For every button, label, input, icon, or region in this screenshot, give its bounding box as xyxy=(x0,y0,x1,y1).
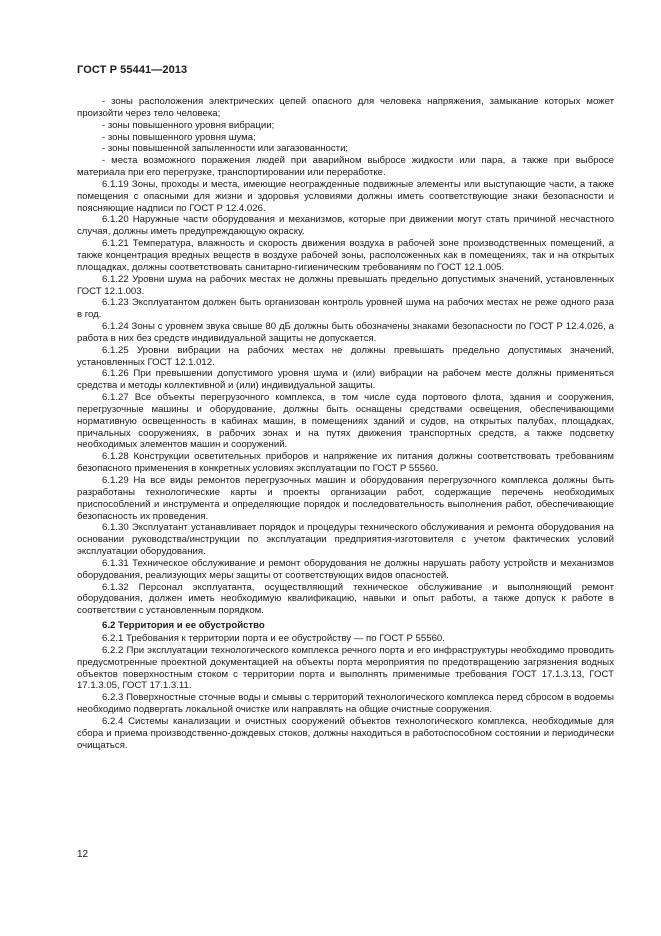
paragraph: 6.1.22 Уровни шума на рабочих местах не должны превышать предельно допустимых значений, установленных ГОСТ 12.1.003. xyxy=(77,273,614,297)
paragraph: 6.1.20 Наружные части оборудования и механизмов, которые при движении могут стать причиной несчастного случая, должны иметь предупреждающую окраску. xyxy=(77,214,614,238)
paragraph: 6.1.19 Зоны, проходы и места, имеющие неогражденные подвижные элементы или выступающие части, а также помещения с опасными для жизни и здоровья условиями должны иметь соответствующие знаки безопасности и поясняющие надписи по ГОСТ Р 12.4.026. xyxy=(77,178,614,214)
paragraph: 6.1.23 Эксплуатантом должен быть организован контроль уровней шума на рабочих местах не реже одного раза в год. xyxy=(77,297,614,321)
paragraph: - зоны повышенного уровня шума; xyxy=(102,131,256,143)
paragraph: 6.1.31 Техническое обслуживание и ремонт оборудования не должны нарушать работу устройств и механизмов оборудования, реализующих меры защиты от соответствующих видов опасностей. xyxy=(77,557,614,581)
paragraph: 6.1.24 Зоны с уровнем звука свыше 80 дБ должны быть обозначены знаками безопасности по ГОСТ Р 12.4.026, а работа в них без средств индивидуальной защиты не допускается. xyxy=(77,321,614,344)
paragraph: 6.2.1 Требования к территории порта и ее обустройству — по ГОСТ Р 55560. xyxy=(102,632,445,644)
paragraph: 6.1.32 Персонал эксплуатанта, осуществляющий техническое обслуживание и выполняющий ремонт оборудования, должен иметь необходимую квалификацию, навыки и опыт работы, а также допуск к работе в соответствии с установленным порядком. xyxy=(77,581,614,617)
paragraph: 6.2.3 Поверхностные сточные воды и смывы с территорий технологического комплекса перед сбросом в водоемы необходимо подвергать локальной очистке или направлять на общие очистные сооружения. xyxy=(77,692,614,716)
paragraph: 6.1.29 На все виды ремонтов перегрузочных машин и оборудования перегрузочного комплекса должны быть разработаны технологические карты и проекты организации работ, содержащие перечень необходимых приспособлений и инструмента и определяющие порядок и последовательность выполнения работ, обеспечивающие безопасность их проведения. xyxy=(77,475,614,522)
paragraph: 6.1.27 Все объекты перегрузочного комплекса, в том числе суда портового флота, здания и сооружения, перегрузочные машины и оборудование, должны быть оснащены средствами освещения, обеспечивающими нормативную освещенность в кабинах машин, в помещениях зданий и судов, на открытых палубах, площадках, причальных сооружениях, в рабочих зонах и на путях движения транспортных средств, а также подсветку необходимых элементов машин и сооружений. xyxy=(77,392,614,451)
paragraph: 6.1.25 Уровни вибрации на рабочих местах не должны превышать предельно допустимых значений, установленных ГОСТ 12.1.012. xyxy=(77,344,614,368)
paragraph: 6.1.28 Конструкции осветительных приборов и напряжение их питания должны соответствовать требованиям безопасного применения в конкретных условиях эксплуатации по ГОСТ Р 55560. xyxy=(77,451,614,475)
section-heading: 6.2 Территория и ее обустройство xyxy=(102,620,265,632)
document-body xyxy=(77,96,614,751)
paragraph: 6.1.21 Температура, влажность и скорость движения воздуха в рабочей зоне производственных помещений, а также концентрация вредных веществ в воздухе рабочей зоны, расположенных как в помещениях, так и на открытых площадках, должны соответствовать санитарно-гигиеническим требованиям по ГОСТ 12.1.005. xyxy=(77,238,614,273)
paragraph: - зоны расположения электрических цепей опасного для человека напряжения, замыкание которых может произойти через тело человека; xyxy=(77,96,614,119)
paragraph: 6.1.26 При превышении допустимого уровня шума и (или) вибрации на рабочем месте должны применяться средства и методы коллективной и (или) индивидуальной защиты. xyxy=(77,368,614,392)
paragraph: - зоны повышенного уровня вибрации; xyxy=(102,119,275,131)
paragraph: - зоны повышенной запыленности или загазованности; xyxy=(102,143,349,155)
page-number: 12 xyxy=(77,849,89,860)
paragraph: 6.1.30 Эксплуатант устанавливает порядок и процедуры технического обслуживания и ремонта оборудования на основании руководства/инструкции по эксплуатации предприятия-изготовителя с учетом фактических условий эксплуатации оборудования. xyxy=(77,522,614,558)
paragraph: - места возможного поражения людей при аварийном выбросе жидкости или пара, а также при выбросе материала при его перегрузке, транспортировании или переработке. xyxy=(77,155,614,179)
document-header: ГОСТ Р 55441—2013 xyxy=(77,64,188,76)
paragraph: 6.2.4 Системы канализации и очистных сооружений объектов технологического комплекса, необходимые для сбора и приема производственно-дождевых стоков, должны находиться в работоспособном состоянии и периодически очищаться. xyxy=(77,715,614,751)
paragraph: 6.2.2 При эксплуатации технологического комплекса речного порта и его инфраструктуры необходимо проводить предусмотренные проектной документацией на объекты порта мероприятия по предотвращению загрязнения водных объектов поверхностным стоком с территории порта и выполнять применимые требования ГОСТ 17.1.3.13, ГОСТ 17.1.3.05, ГОСТ 17.1.3.11. xyxy=(77,644,614,692)
